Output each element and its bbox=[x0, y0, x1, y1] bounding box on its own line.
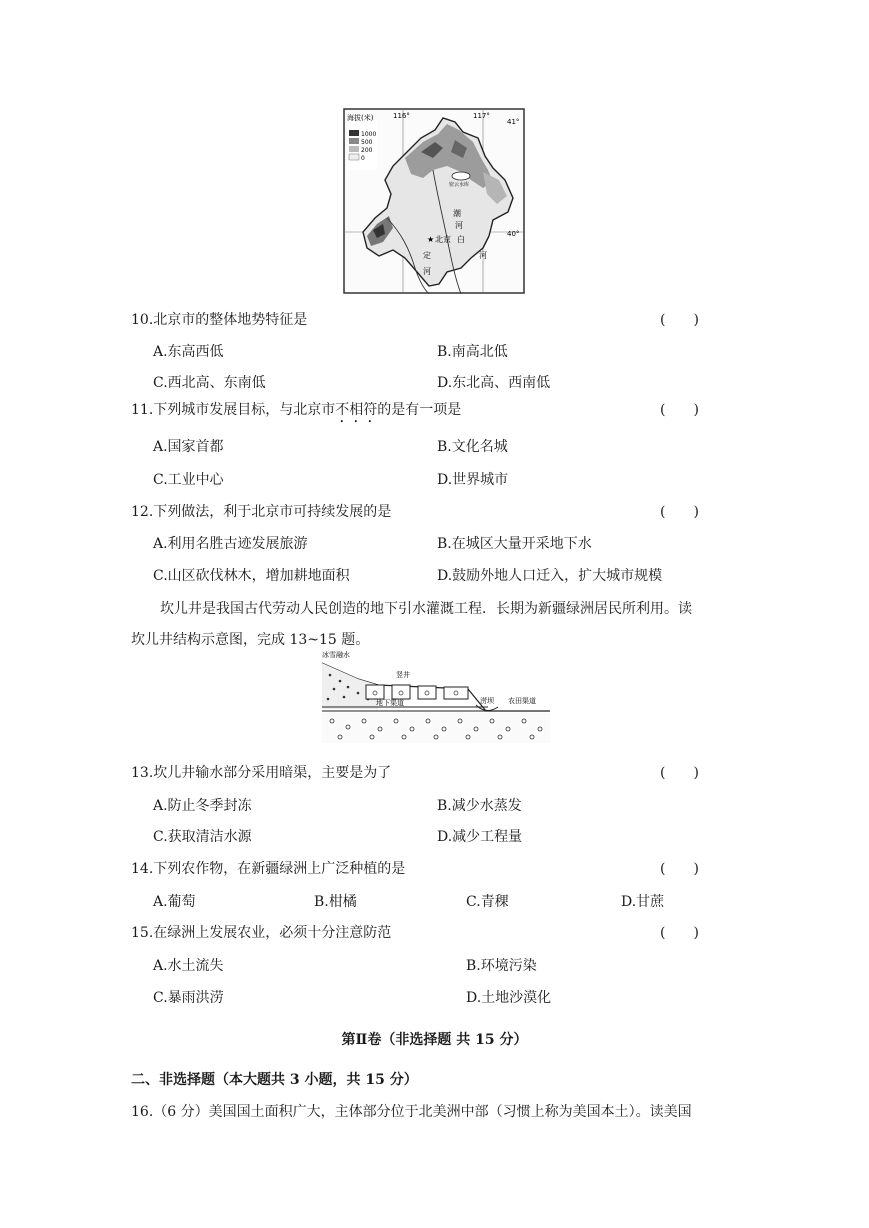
question-10-option-a[interactable]: A.东高西低 bbox=[153, 344, 224, 360]
map-place-label: 潮 bbox=[453, 209, 461, 218]
question-11-option-b[interactable]: B.文化名城 bbox=[437, 439, 508, 455]
map-place-label: 白 bbox=[457, 235, 465, 244]
question-11-answer-blank[interactable]: ( ) bbox=[660, 402, 699, 418]
diagram-label-vertical-well: 竖井 bbox=[396, 671, 410, 679]
map-place-label: 河 bbox=[455, 221, 463, 230]
map-legend-title: 海拔(米) bbox=[347, 114, 374, 122]
question-14-answer-blank[interactable]: ( ) bbox=[660, 861, 699, 877]
question-11-option-d[interactable]: D.世界城市 bbox=[437, 472, 509, 488]
question-11-option-a[interactable]: A.国家首都 bbox=[153, 439, 224, 455]
intro-paragraph-line-1: 坎儿井是我国古代劳动人民创造的地下引水灌溉工程．长期为新疆绿洲居民所利用。读 bbox=[160, 601, 692, 617]
diagram-label-underground-channel: 地下渠道 bbox=[376, 699, 404, 707]
intro-paragraph-line-2: 坎儿井结构示意图，完成 13~15 题。 bbox=[131, 632, 370, 648]
question-15-option-c[interactable]: C.暴雨洪涝 bbox=[153, 990, 224, 1006]
map-place-label: 河 bbox=[479, 251, 487, 260]
question-15-answer-blank[interactable]: ( ) bbox=[660, 925, 699, 941]
question-13-answer-blank[interactable]: ( ) bbox=[660, 765, 699, 781]
question-15-stem: 15.在绿洲上发展农业，必须十分注意防范 bbox=[131, 925, 392, 941]
map-legend-level: 500 bbox=[361, 139, 373, 146]
question-13-option-c[interactable]: C.获取清洁水源 bbox=[153, 829, 252, 845]
map-lat-label: 40° bbox=[507, 230, 520, 238]
section-2-heading: 二、非选择题（本大题共 3 小题，共 15 分） bbox=[131, 1072, 418, 1088]
question-14-stem: 14.下列农作物，在新疆绿洲上广泛种植的是 bbox=[131, 861, 406, 877]
question-11-stem-emphasis: 不相符 bbox=[335, 402, 378, 418]
beijing-terrain-map bbox=[343, 108, 525, 294]
question-13-stem: 13.坎儿井输水部分采用暗渠，主要是为了 bbox=[131, 765, 392, 781]
map-lon-label: 117° bbox=[473, 112, 490, 120]
question-12-option-c[interactable]: C.山区砍伐林木，增加耕地面积 bbox=[153, 568, 350, 584]
map-place-label: 北京 bbox=[435, 235, 451, 244]
map-lat-label: 41° bbox=[507, 118, 520, 126]
question-14-option-c[interactable]: C.青稞 bbox=[466, 894, 509, 910]
question-11-stem bbox=[131, 399, 461, 426]
capital-star-icon: ★ bbox=[427, 235, 435, 244]
question-14-option-a[interactable]: A.葡萄 bbox=[153, 894, 196, 910]
map-place-label: 密云水库 bbox=[449, 182, 470, 188]
question-16-stem: 16.（6 分）美国国土面积广大，主体部分位于北美洲中部（习惯上称为美国本土）。读美国 bbox=[131, 1104, 692, 1120]
karez-structure-diagram bbox=[318, 649, 550, 745]
question-10-option-d[interactable]: D.东北高、西南低 bbox=[437, 375, 551, 391]
question-13-option-a[interactable]: A.防止冬季封冻 bbox=[153, 798, 252, 814]
map-legend-level: 200 bbox=[361, 147, 373, 154]
question-13-option-b[interactable]: B.减少水蒸发 bbox=[437, 798, 522, 814]
question-10-answer-blank[interactable]: ( ) bbox=[660, 312, 699, 328]
map-legend-level: 0 bbox=[361, 155, 365, 162]
question-12-stem: 12.下列做法，利于北京市可持续发展的是 bbox=[131, 504, 392, 520]
question-14-option-d[interactable]: D.甘蔗 bbox=[621, 894, 665, 910]
map-lon-label: 116° bbox=[393, 112, 410, 120]
question-12-answer-blank[interactable]: ( ) bbox=[660, 504, 699, 520]
part-2-title: 第Ⅱ卷（非选择题 共 15 分） bbox=[341, 1032, 528, 1048]
diagram-label-meltwater: 冰雪融水 bbox=[322, 651, 350, 659]
question-14-option-b[interactable]: B.柑橘 bbox=[314, 894, 357, 910]
question-10-stem: 10.北京市的整体地势特征是 bbox=[131, 312, 308, 328]
diagram-label-farmland-channel: 农田渠道 bbox=[508, 697, 536, 705]
question-15-option-b[interactable]: B.环境污染 bbox=[466, 958, 537, 974]
question-10-option-b[interactable]: B.南高北低 bbox=[437, 344, 508, 360]
question-11-stem-post: 的是有一项是 bbox=[377, 402, 462, 418]
question-12-option-b[interactable]: B.在城区大量开采地下水 bbox=[437, 536, 592, 552]
question-12-option-d[interactable]: D.鼓励外地人口迁入，扩大城市规模 bbox=[437, 568, 663, 584]
question-11-option-c[interactable]: C.工业中心 bbox=[153, 472, 224, 488]
map-place-label: 定 bbox=[423, 251, 431, 260]
question-12-option-a[interactable]: A.利用名胜古迹发展旅游 bbox=[153, 536, 308, 552]
map-place-label: 河 bbox=[423, 267, 431, 276]
map-legend-level: 1000 bbox=[361, 131, 377, 138]
question-13-option-d[interactable]: D.减少工程量 bbox=[437, 829, 523, 845]
question-15-option-a[interactable]: A.水土流失 bbox=[153, 958, 224, 974]
question-15-option-d[interactable]: D.土地沙漠化 bbox=[466, 990, 552, 1006]
question-11-stem-pre: 11.下列城市发展目标，与北京市 bbox=[131, 402, 336, 418]
question-10-option-c[interactable]: C.西北高、东南低 bbox=[153, 375, 266, 391]
diagram-label-pond: 涝坝 bbox=[480, 697, 494, 705]
